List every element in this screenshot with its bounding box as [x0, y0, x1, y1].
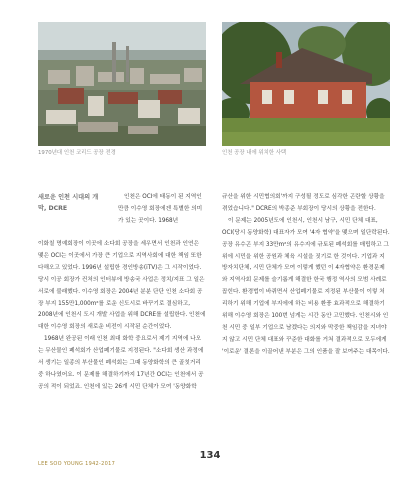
body-column-right [222, 192, 390, 359]
paragraph: 1968년 완공된 이래 인천 최대 화학 중요로서 제기 지역에 나오는 무산물인 폐석회가 산업폐기물로 지정된다. "소다회 생산 과정에서 생기는 일종의 부산물인 폐석회는 그때 동양화학의 큰 골칫거리 중 하나였어요. 이 문제를 해결하기까지 17년간 OCI는 인천에서 공공의 적이 되었죠. 인천에 있는 26개 시민 단체가 모여 '동양화학 [38, 336, 204, 390]
section-heading: 새로운 인천 시대의 개막, DCRE [38, 194, 99, 213]
photo-incheon-factory [38, 22, 206, 146]
running-footer: LEE SOO YOUNG 1942-2017 [38, 461, 116, 467]
photo-caption-factory: 1970년대 인천 코리드 공장 전경 [38, 150, 116, 156]
photo-caption-house: 인천 공장 내에 위치한 사택 [222, 150, 287, 156]
lead-paragraph [118, 192, 206, 228]
paragraph: 이 문제는 2005년도에 인천시, 인천시 남구, 시민 단체 대표, OCI(당시 동양화학) 대표자가 모여 '4자 협약'을 맺으며 일단락된다. 공장 유수곤 부지 33만m²의 유수지에 규토된 폐석회를 매립하고 그 위에 시민을 위한 공원과 체육 시설을 짓기로 한 것이다. 기업과 지방자치단체, 시민 단체가 모여 이렇게 했던 이 4자협약은 환경문제와 지역사회 문제를 슬기롭게 해결한 한국 행정 역사의 모범 사례로 꼽힌다. 환경법이 바뀌면서 산업폐기물로 지정된 부산물이 이렇 처리하기 위해 기업에 부지에에 하는 비용 환풍 효과적으로 해결하기 위해 이수영 회장은 100번 넘게는 시간 동안 고민했다. 인천시와 인천 시민 중 일부 기업으로 남겠다는 의지와 막중한 책임감을 지녀야지 않고 시민 단체 대표와 꾸준한 대화를 거쳐 결과적으로 모두에게 '이로운' 결론을 이끌어낸 부분은 그의 인품을 잘 보여주는 대목이다. [222, 217, 390, 355]
page-number: 134 [199, 450, 221, 461]
body-column-left [38, 239, 206, 394]
paragraph: 이화칠 명예회장이 이곳에 소다회 공장을 세우면서 인천과 인연은 맺은 OCI는 이곳에서 가장 큰 기업으로 지역사회에 대한 책임 또한 다해오고 있었다. 1996년 설립한 경인방송(iTV)은 그 시작이었다. 당시 이공 회장가 컨처의 인터뷰에 방송국 사업은 정치/지표 그 일은 서로에 불래했다. 이수영 회장은 2004년 분분 단단 인천 소다회 공장 부지 155만1,000m²를 로운 신도시로 바꾸기로 결심하고, 2008년에 인천시 도시 개발 사업을 위해 DCRE를 설립한다. 인천에 대한 이수영 회장의 새로운 비전이 시작된 순간이었다. [38, 241, 206, 331]
photo-company-house [222, 22, 390, 146]
lead-text: 인천은 OCI에 태동이 된 지역인 만큼 이수영 회장에겐 특별한 의미가 있는 곳이다. 1968년 [118, 194, 203, 224]
paragraph: 규산을 위한 시민협의회'까지 구성될 정도로 심각한 곤란할 상황을 겪었습니다." DCRE의 박종준 부회장이 당시의 상황을 전한다. [222, 194, 385, 212]
